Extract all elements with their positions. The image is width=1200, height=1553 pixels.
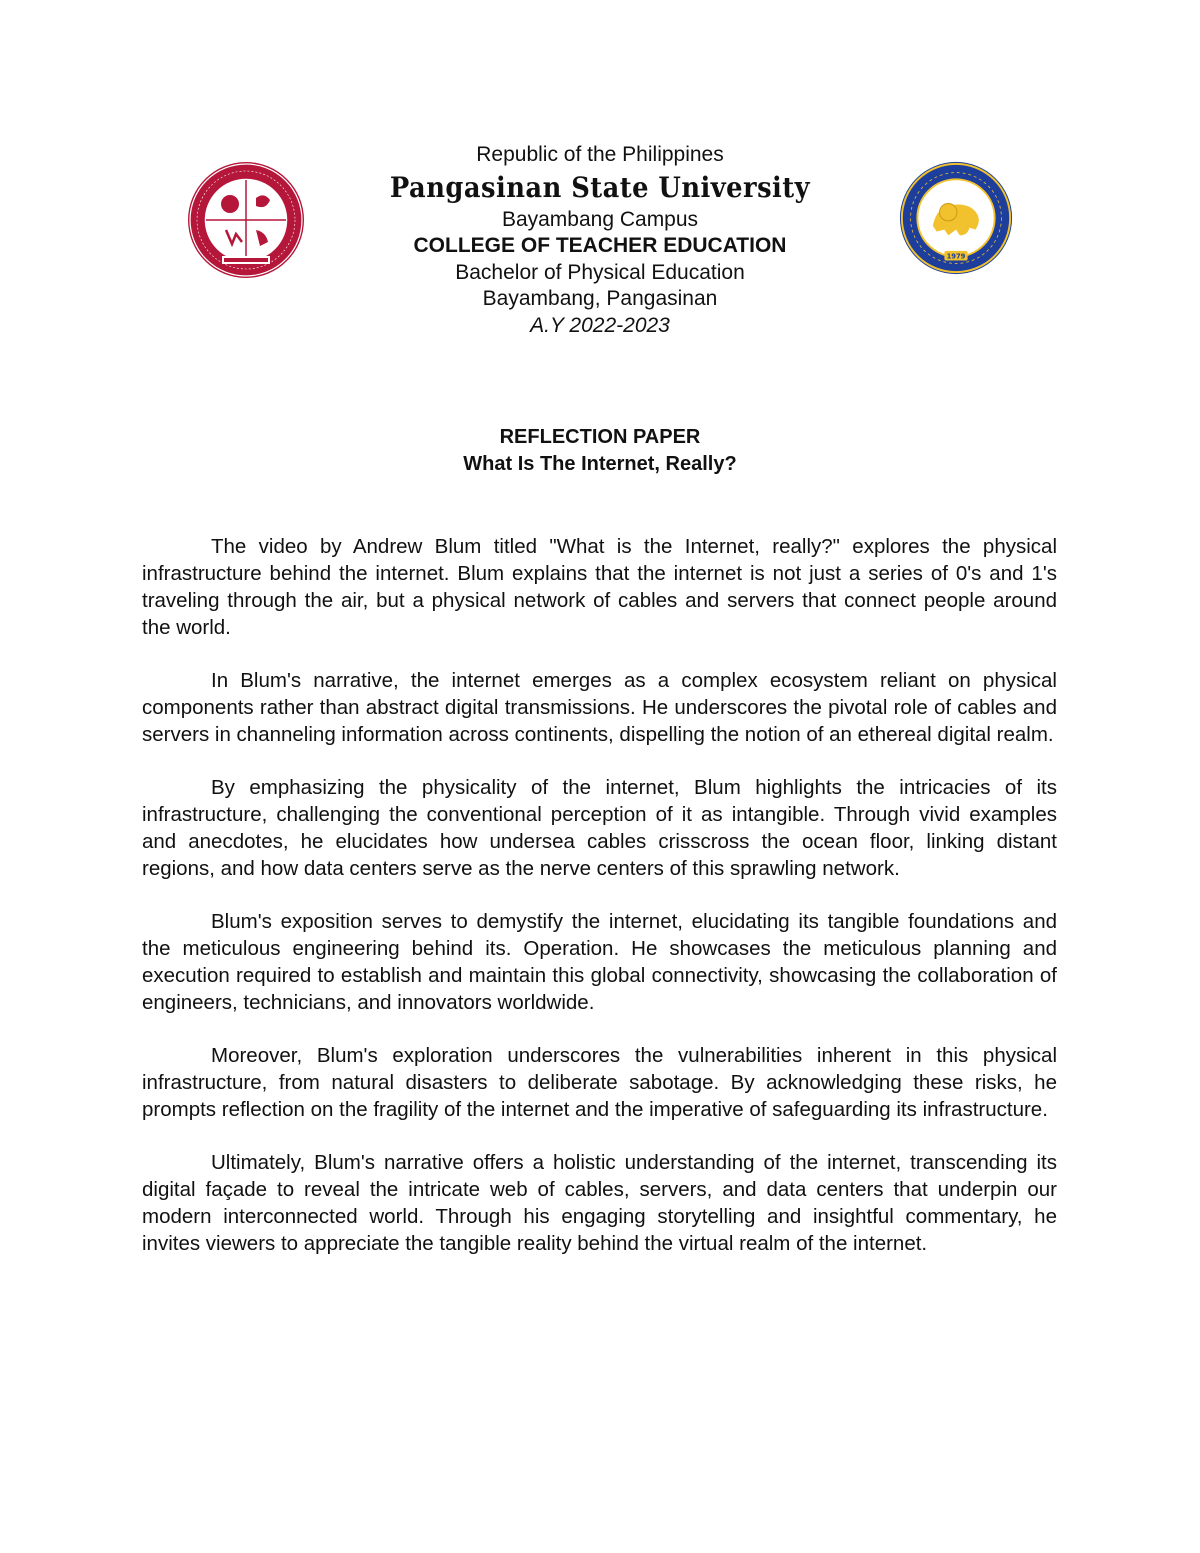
- psu-lion-seal-icon: [898, 160, 1014, 276]
- document-body: [142, 533, 1057, 1283]
- seal-year: 1979: [946, 252, 966, 261]
- body-paragraph: By emphasizing the physicality of the internet, Blum highlights the intricacies of its infrastructure, challenging the conventional perception of it as intangible. Through vivid examples and anecdotes, he elucidates how undersea cables crisscross the ocean floor, linking distant regions, and how data centers serve as the nerve centers of this sprawling network.: [142, 776, 1057, 880]
- university-name: Pangasinan State University: [389, 170, 811, 204]
- body-paragraph: The video by Andrew Blum titled "What is the Internet, really?" explores the physical infrastructure behind the internet. Blum explains that the internet is not just a series of 0's and 1's traveling through the air, but a physical network of cables and servers that connect people around the world.: [142, 535, 1057, 639]
- location-text: Bayambang, Pangasinan: [482, 287, 718, 310]
- program-text: Bachelor of Physical Education: [455, 260, 745, 284]
- country-text: Republic of the Philippines: [476, 143, 724, 166]
- body-paragraph: Blum's exposition serves to demystify the internet, elucidating its tangible foundations and the meticulous engineering behind its. Operation. He showcases the meticulous planning and execution required to establish and maintain this global connectivity, showcasing the collaboration of engineers, technicians, and innovators worldwide.: [142, 910, 1057, 1014]
- body-paragraph: Moreover, Blum's exploration underscores the vulnerabilities inherent in this physical infrastructure, from natural disasters to deliberate sabotage. By acknowledging these risks, he prompts reflection on the fragility of the internet and the imperative of safeguarding its infrastructure.: [142, 1044, 1057, 1121]
- academic-year-text: A.Y 2022-2023: [530, 313, 670, 337]
- document-title-block: [300, 424, 900, 478]
- document-header: [300, 142, 900, 339]
- campus-text: Bayambang Campus: [501, 207, 699, 231]
- body-paragraph: In Blum's narrative, the internet emerges as a complex ecosystem reliant on physical components rather than abstract digital transmissions. He underscores the pivotal role of cables and servers in channeling information across continents, dispelling the notion of an ethereal digital realm.: [142, 669, 1057, 746]
- body-paragraph: Ultimately, Blum's narrative offers a holistic understanding of the internet, transcending its digital façade to reveal the intricate web of cables, servers, and data centers that underpin our modern interconnected world. Through his engaging storytelling and insightful commentary, he invites viewers to appreciate the tangible reality behind the virtual realm of the internet.: [142, 1151, 1057, 1255]
- physical-education-seal-icon: [186, 160, 306, 280]
- document-label: REFLECTION PAPER: [499, 426, 701, 448]
- document-title: What Is The Internet, Really?: [463, 453, 737, 475]
- college-name: COLLEGE OF TEACHER EDUCATION: [413, 234, 787, 257]
